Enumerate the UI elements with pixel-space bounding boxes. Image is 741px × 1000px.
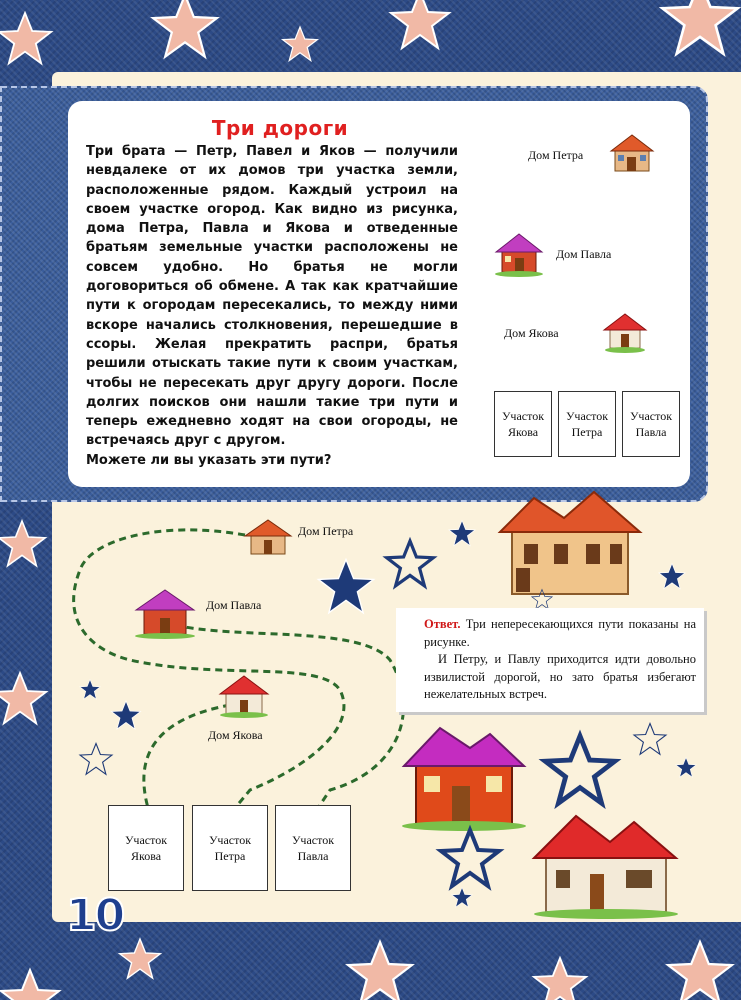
answer-lead: Ответ. xyxy=(424,617,461,631)
story-text: Три брата — Петр, Павел и Яков — получили невдалеке от их домов три участка земли, расположенные рядом. Каждый устроил на своем участке огород. Как видно из рисунка, дома Петра, Павла и Якова и отведенные братьям земельные участки расположены не совсем удобно. Но братья не могли договориться об обмене. А так как кратчайшие пути к огородам пересекались, то между ними вскоре начались столкновения, перешедшие в ссоры. Желая прекратить распри, братья решили отыскать такие пути к своим участкам, чтобы не пересекать друг другу дороги. После долгих поисков они нашли такие три пути и теперь ежедневно ходят на свои огороды, не встречаясь друг с другом. xyxy=(86,144,458,449)
plot-petra-label: Участок Петра xyxy=(565,409,609,439)
answer-text xyxy=(424,616,696,704)
plot-petra-bottom-label: Участок Петра xyxy=(208,833,252,863)
plot-yakova-label: Участок Якова xyxy=(501,409,545,439)
plot-yakova-bottom-label: Участок Якова xyxy=(124,833,168,863)
answer-line1: Три непересекающихся пути показаны на рисунке. xyxy=(424,617,696,649)
page-number: 10 xyxy=(66,890,124,941)
plot-pavla-label: Участок Павла xyxy=(629,409,673,439)
label-house-petra-bottom: Дом Петра xyxy=(298,524,354,538)
story-question: Можете ли вы указать эти пути? xyxy=(86,452,332,468)
label-house-yakova-bottom: Дом Якова xyxy=(208,728,263,742)
label-house-petra: Дом Петра xyxy=(528,148,584,162)
puzzle-title: Три дороги xyxy=(211,116,349,140)
answer-line2: И Петру, и Павлу приходится идти довольно извилистой дорогой, но зато братья избегают нежелательных встреч. xyxy=(424,652,696,701)
plot-pavla-bottom-label: Участок Павла xyxy=(291,833,335,863)
label-house-pavla: Дом Павла xyxy=(556,247,612,261)
label-house-yakova: Дом Якова xyxy=(504,326,559,340)
label-house-pavla-bottom: Дом Павла xyxy=(206,598,262,612)
